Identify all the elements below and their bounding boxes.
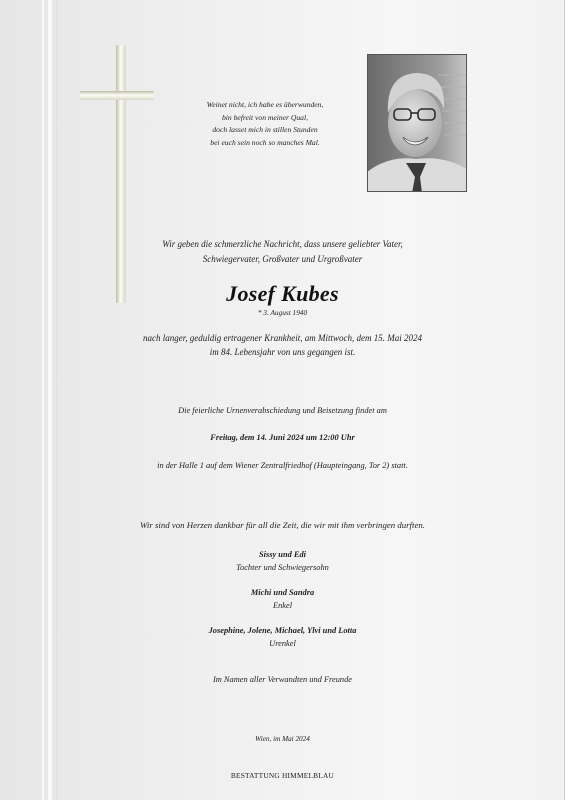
family-entry (0, 548, 565, 574)
family-relation: Enkel (272, 601, 293, 610)
family-relation: Tochter und Schwiegersohn (236, 563, 329, 572)
death-text (0, 331, 565, 359)
family-names: Sissy und Edi (258, 550, 306, 559)
undertaker-name: BESTATTUNG HIMMELBLAU (230, 771, 335, 780)
death-line: im 84. Lebensjahr von uns gegangen ist. (209, 347, 356, 357)
thanks-text: Wir sind von Herzen dankbar für all die Zeit, die wir mit ihm verbringen durften. (140, 520, 425, 530)
poem-line: bei euch sein noch so manches Mal. (210, 137, 320, 147)
family-names: Josephine, Jolene, Michael, Ylvi und Lotta (208, 626, 357, 635)
intro-line: Schwiegervater, Großvater und Urgroßvater (202, 253, 363, 264)
poem-line: doch lasset mich in stillen Stunden (212, 125, 318, 135)
poem-line: Weinet nicht, ich habe es überwunden, (206, 100, 324, 109)
poem (170, 99, 360, 149)
ceremony-place: in der Halle 1 auf dem Wiener Zentralfriedhof (Haupteingang, Tor 2) statt. (157, 461, 408, 470)
birth-date: * 3. August 1940 (257, 308, 308, 317)
intro-text (0, 237, 565, 266)
family-entry (0, 624, 565, 650)
poem-line: bin befreit von meiner Qual, (222, 112, 308, 122)
closing-text: Im Namen aller Verwandten und Freunde (212, 675, 352, 684)
intro-line: Wir geben die schmerzliche Nachricht, dass unsere geliebter Vater, (162, 239, 403, 249)
portrait-photo (367, 54, 467, 192)
dateline: Wien, im Mai 2024 (255, 735, 310, 743)
family-list (0, 548, 565, 662)
family-entry (0, 586, 565, 612)
family-names: Michi und Sandra (250, 588, 315, 597)
ceremony-announcement: Die feierliche Urnenverabschiedung und Beisetzung findet am (178, 406, 387, 415)
death-line: nach langer, geduldig ertragener Krankheit, am Mittwoch, dem 15. Mai 2024 (143, 333, 422, 343)
ceremony-date: Freitag, dem 14. Juni 2024 um 12:00 Uhr (210, 433, 355, 442)
cross-icon-bar (80, 91, 154, 100)
deceased-name: Josef Kubes (226, 281, 339, 306)
family-relation: Urenkel (269, 639, 296, 648)
